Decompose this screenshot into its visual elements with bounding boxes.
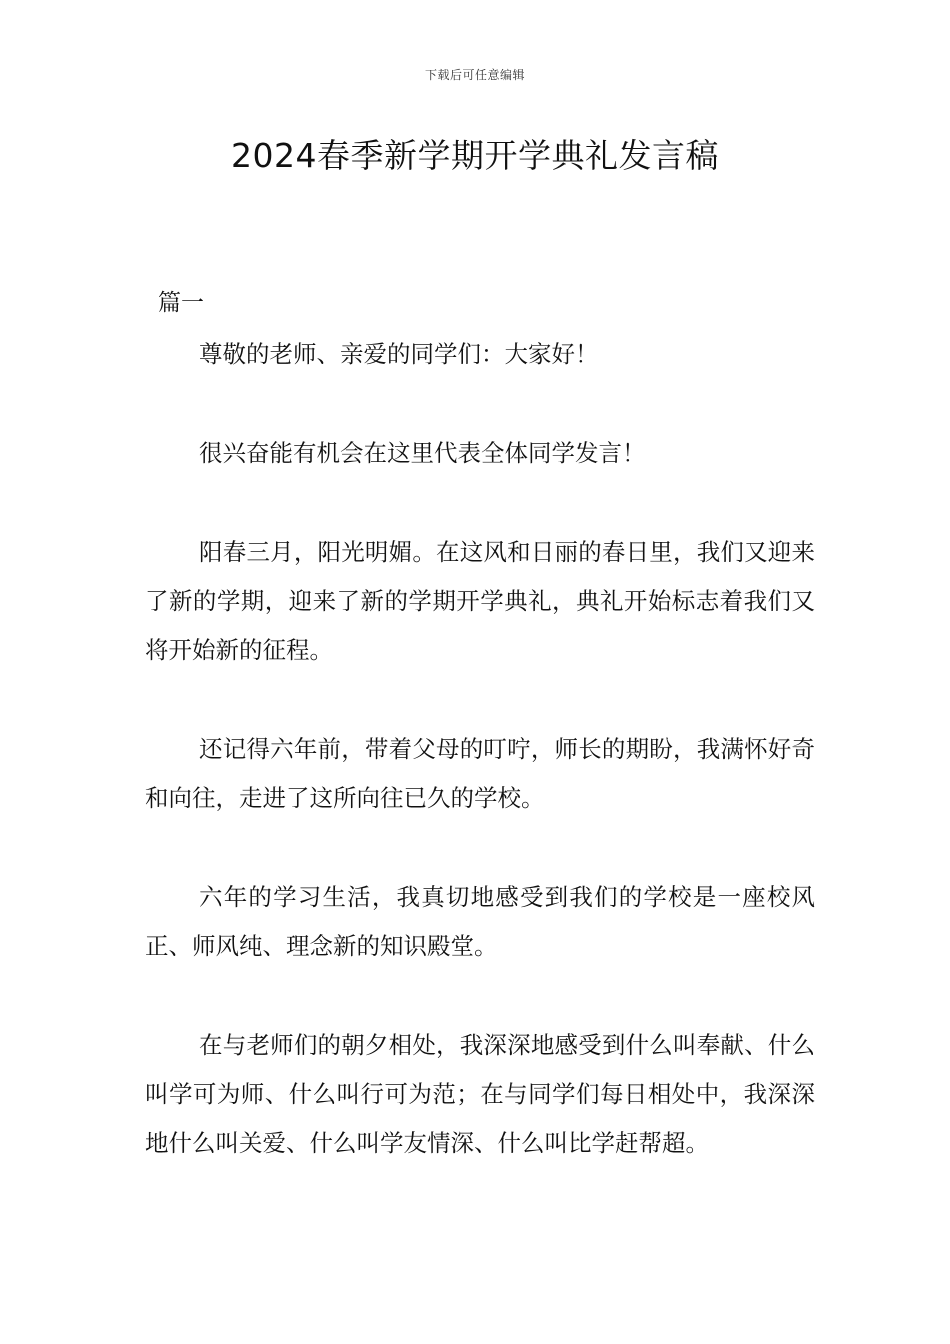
paragraph: 六年的学习生活，我真切地感受到我们的学校是一座校风正、师风纯、理念新的知识殿堂。 [145,883,815,960]
paragraph: 在与老师们的朝夕相处，我深深地感受到什么叫奉献、什么叫学可为师、什么叫行可为范；在与同学们每日相处中，我深深地什么叫关爱、什么叫学友情深、什么叫比学赶帮超。 [145,1031,815,1157]
paragraph: 很兴奋能有机会在这里代表全体同学发言！ [199,439,646,467]
document-body [145,330,815,1218]
document-title: 2024春季新学期开学典礼发言稿 [231,136,719,175]
section-label: 篇一 [158,290,204,316]
paragraph: 阳春三月，阳光明媚。在这风和日丽的春日里，我们又迎来了新的学期，迎来了新的学期开学典礼，典礼开始标志着我们又将开始新的征程。 [145,538,815,664]
paragraph: 还记得六年前，带着父母的叮咛，师长的期盼，我满怀好奇和向往，走进了这所向往已久的学校。 [145,735,815,812]
header-note: 下载后可任意编辑 [424,68,525,82]
paragraph-greeting: 尊敬的老师、亲爱的同学们：大家好！ [199,340,599,368]
